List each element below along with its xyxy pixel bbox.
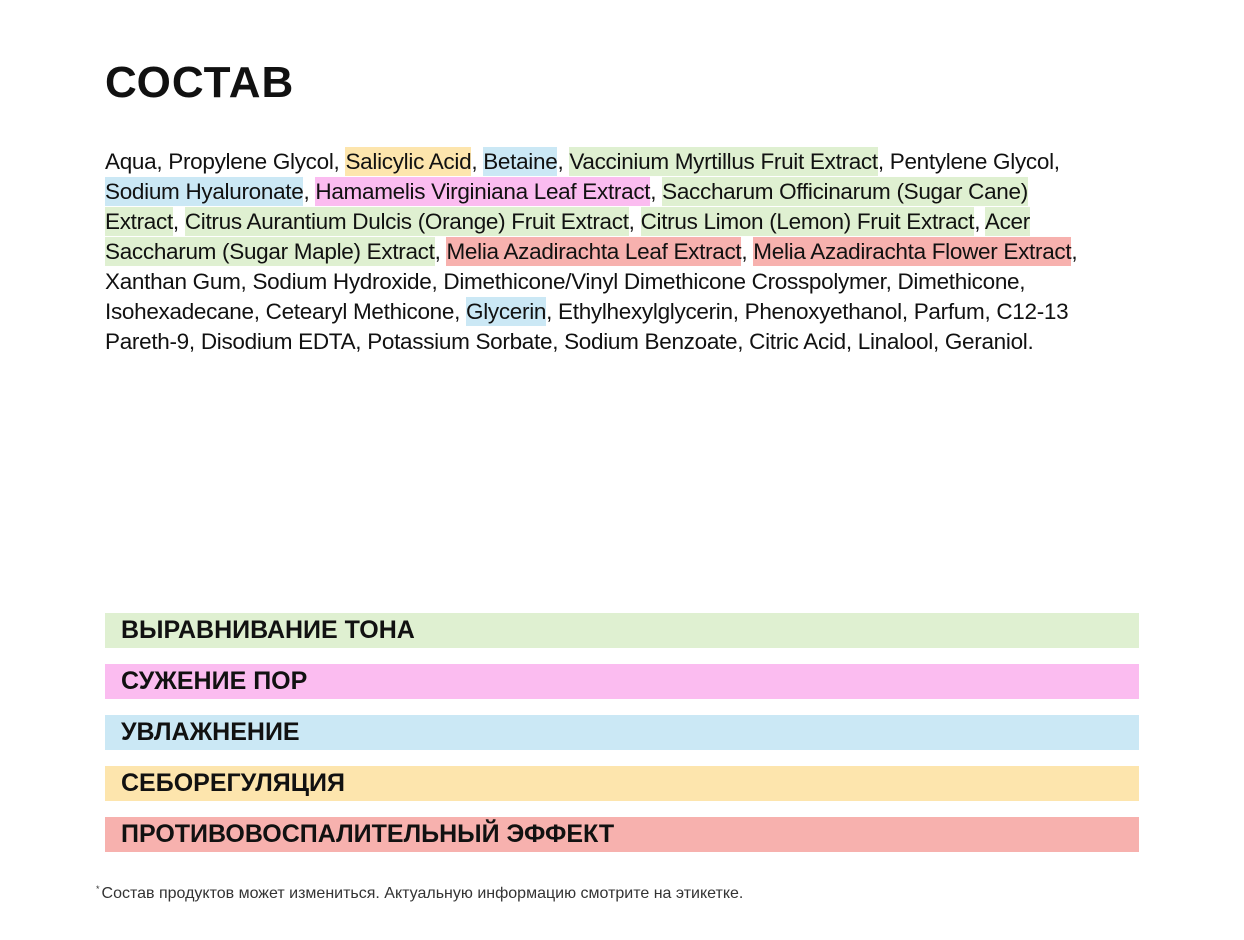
ingredient: Citric Acid	[749, 329, 846, 354]
ingredient: Dimethicone/Vinyl Dimethicone Crosspolymer	[443, 269, 886, 294]
section-title: СОСТАВ	[105, 58, 295, 107]
ingredient: Isohexadecane	[105, 299, 254, 324]
ingredient-highlighted: Sodium Hyaluronate	[105, 179, 304, 204]
ingredient: Sodium Hydroxide	[252, 269, 432, 294]
ingredient-highlighted: Glycerin	[466, 299, 547, 324]
ingredients-list: Aqua, Propylene Glycol, Salicylic Acid, Betaine, Vaccinium Myrtillus Fruit Extract, Pentylene Glycol, Sodium Hyaluronate, Hamamelis Virginiana Leaf Extract, Saccharum Officinarum (Sugar Cane) Extract, Citrus Aurantium Dulcis (Orange) Fruit Extract, Citrus Limon (Lemon) Fruit Extract, Acer Saccharum (Sugar Maple) Extract, Melia Azadirachta Leaf Extract, Melia Azadirachta Flower Extract, Xanthan Gum, Sodium Hydroxide, Dimethicone/Vinyl Dimethicone Crosspolymer, Dimethicone, Isohexadecane, Cetearyl Methicone, Glycerin, Ethylhexylglycerin, Phenoxyethanol, Parfum, C12-13 Pareth-9, Disodium EDTA, Potassium Sorbate, Sodium Benzoate, Citric Acid, Linalool, Geraniol.	[105, 149, 1078, 354]
ingredient-highlighted: Citrus Limon (Lemon) Fruit Extract	[640, 209, 975, 234]
ingredient: Disodium EDTA	[200, 329, 356, 354]
ingredient: Pentylene Glycol	[889, 149, 1054, 174]
ingredient-highlighted: Melia Azadirachta Flower Extract	[753, 239, 1072, 264]
legend-item-moisture: УВЛАЖНЕНИЕ	[105, 715, 1139, 750]
ingredient-highlighted: Salicylic Acid	[345, 149, 472, 174]
ingredient: Xanthan Gum	[105, 269, 241, 294]
ingredient: Potassium Sorbate	[367, 329, 553, 354]
ingredient: C12-13 Pareth-9	[105, 299, 1069, 354]
ingredient: Dimethicone	[897, 269, 1020, 294]
legend-item-pores: СУЖЕНИЕ ПОР	[105, 664, 1139, 699]
ingredient: Phenoxyethanol	[744, 299, 902, 324]
ingredient-highlighted: Acer Saccharum (Sugar Maple) Extract	[105, 209, 1030, 264]
ingredient: Linalool	[857, 329, 933, 354]
ingredient: Cetearyl Methicone	[265, 299, 455, 324]
disclaimer-text: Состав продуктов может измениться. Актуальную информацию смотрите на этикетке.	[101, 885, 744, 902]
legend-item-antiinflammatory: ПРОТИВОВОСПАЛИТЕЛЬНЫЙ ЭФФЕКТ	[105, 817, 1139, 852]
ingredient-highlighted: Betaine	[483, 149, 558, 174]
ingredient: Sodium Benzoate	[564, 329, 738, 354]
legend-item-sebum: СЕБОРЕГУЛЯЦИЯ	[105, 766, 1139, 801]
ingredient: Aqua	[105, 149, 157, 174]
ingredient: Propylene Glycol	[168, 149, 334, 174]
legend-item-tone: ВЫРАВНИВАНИЕ ТОНА	[105, 613, 1139, 648]
ingredient-highlighted: Citrus Aurantium Dulcis (Orange) Fruit Extract	[184, 209, 629, 234]
ingredient-highlighted: Vaccinium Myrtillus Fruit Extract	[569, 149, 878, 174]
footnote-mark: *	[96, 884, 100, 894]
ingredient-highlighted: Hamamelis Virginiana Leaf Extract	[315, 179, 651, 204]
ingredient-highlighted: Saccharum Officinarum (Sugar Cane) Extract	[105, 179, 1028, 234]
benefits-legend	[105, 613, 1139, 868]
ingredient-highlighted: Melia Azadirachta Leaf Extract	[446, 239, 742, 264]
ingredient: Parfum	[913, 299, 985, 324]
ingredient: Ethylhexylglycerin	[558, 299, 733, 324]
ingredient: Geraniol	[944, 329, 1028, 354]
disclaimer-note	[96, 884, 743, 903]
